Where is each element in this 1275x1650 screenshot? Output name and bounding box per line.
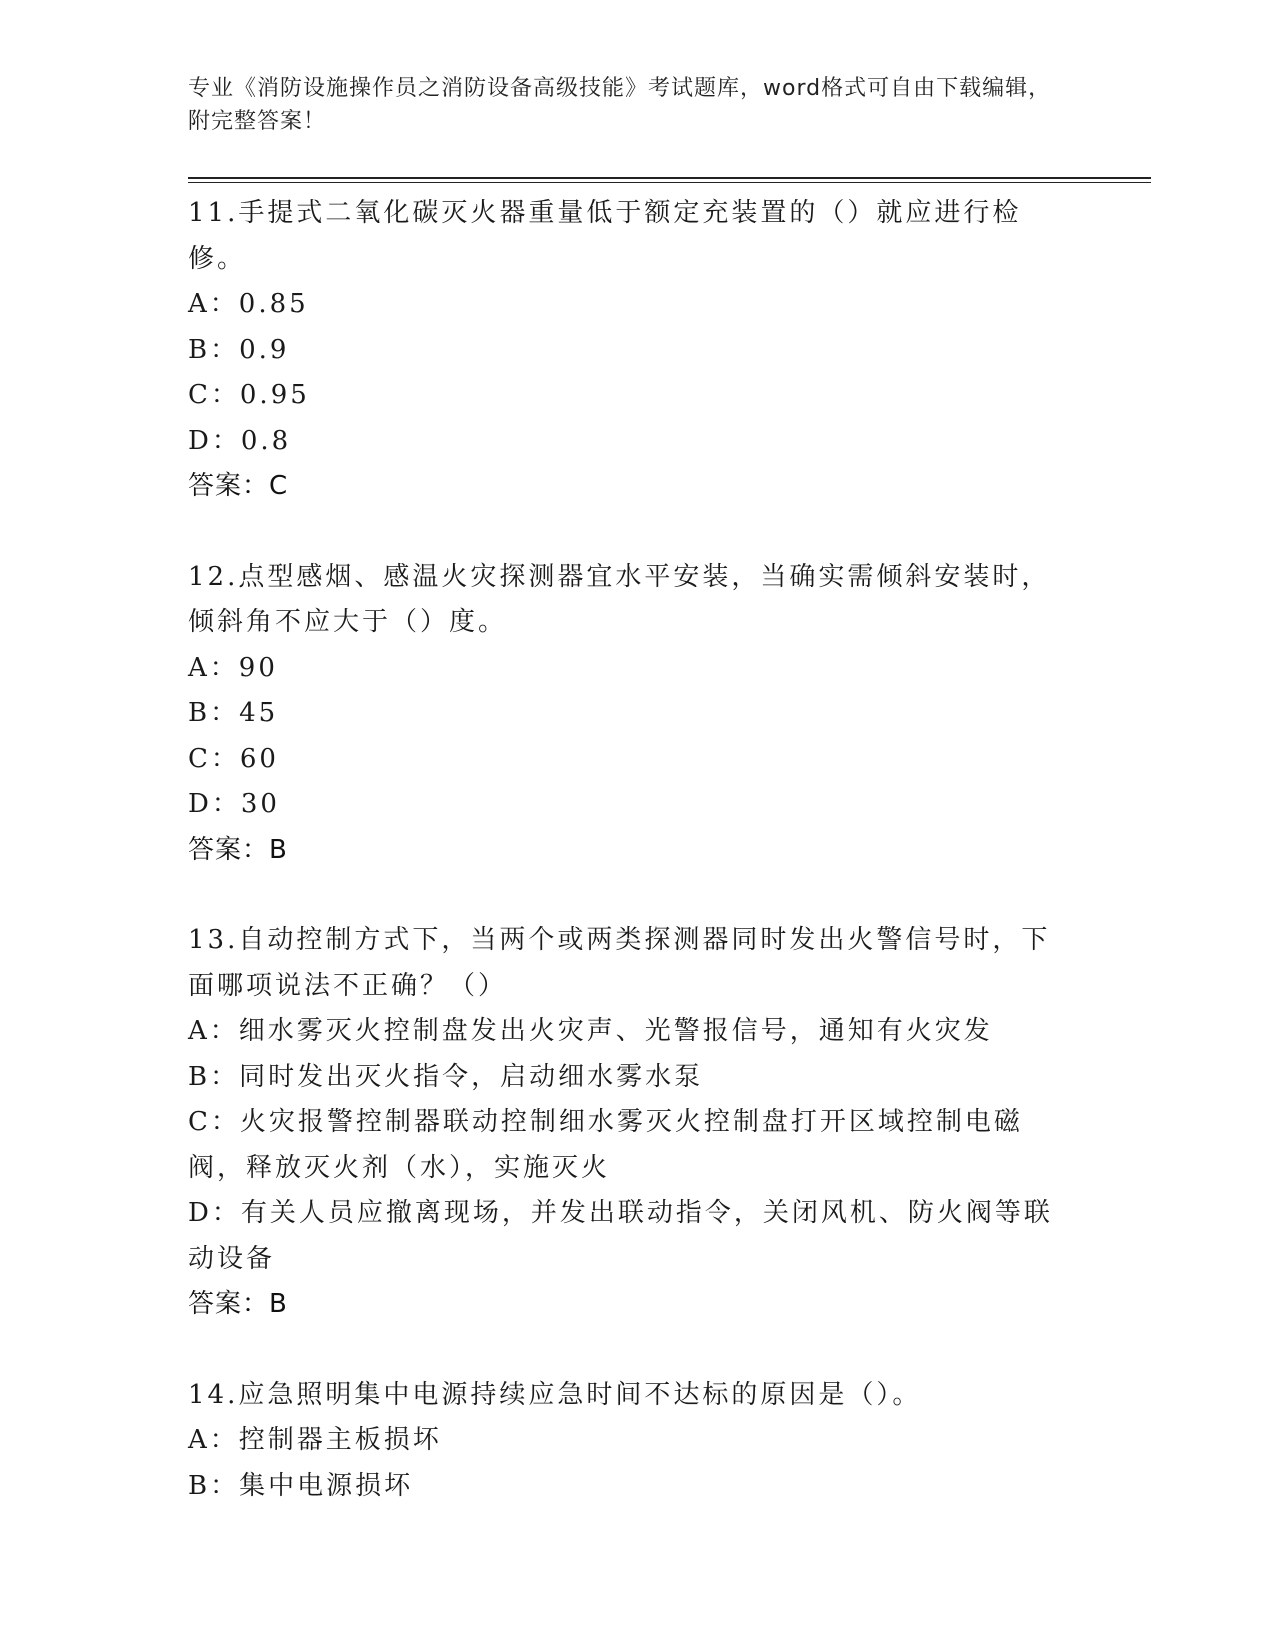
option-a: A：0.85 <box>188 289 309 319</box>
question-stem: 14.应急照明集中电源持续应急时间不达标的原因是（）。 <box>188 1379 922 1410</box>
option-b: B：45 <box>188 698 279 728</box>
question-item <box>188 191 1068 510</box>
option-c: C：0.95 <box>188 380 310 410</box>
answer-line: 答案：C <box>188 471 289 501</box>
option-d: D：有关人员应撤离现场，并发出联动指令，关闭风机、防火阀等联动设备 <box>188 1198 1053 1274</box>
option-a: A：90 <box>188 652 278 683</box>
option-a: A：细水雾灭火控制盘发出火灾声、光警报信号，通知有火灾发 <box>188 1016 993 1046</box>
option-b: B：0.9 <box>188 334 290 365</box>
header-divider-thin <box>188 182 1151 183</box>
option-c: C：60 <box>188 743 279 774</box>
header-divider-thick <box>188 177 1151 179</box>
question-stem: 12.点型感烟、感温火灾探测器宜水平安装，当确实需倾斜安装时，倾斜角不应大于（）度。 <box>188 561 1051 637</box>
question-item <box>188 1373 1068 1510</box>
option-d: D：30 <box>188 789 280 819</box>
question-stem: 13.自动控制方式下，当两个或两类探测器同时发出火警信号时，下面哪项说法不正确？（） <box>188 925 1051 1001</box>
question-item <box>188 918 1068 1328</box>
option-b: B：集中电源损坏 <box>188 1470 414 1501</box>
question-stem: 11.手提式二氧化碳灭火器重量低于额定充装置的（）就应进行检修。 <box>188 198 1022 274</box>
option-d: D：0.8 <box>188 425 292 456</box>
option-a: A：控制器主板损坏 <box>188 1425 442 1455</box>
option-c: C：火灾报警控制器联动控制细水雾灭火控制盘打开区域控制电磁阀，释放灭火剂（水），实施灭火 <box>188 1107 1023 1183</box>
question-list <box>188 191 1068 1554</box>
question-item <box>188 555 1068 874</box>
document-header: 专业《消防设施操作员之消防设备高级技能》考试题库，word格式可自由下载编辑，附完整答案！ <box>188 76 1052 134</box>
answer-line: 答案：B <box>188 834 288 865</box>
option-b: B：同时发出灭火指令，启动细水雾水泵 <box>188 1061 704 1092</box>
answer-line: 答案：B <box>188 1289 288 1319</box>
